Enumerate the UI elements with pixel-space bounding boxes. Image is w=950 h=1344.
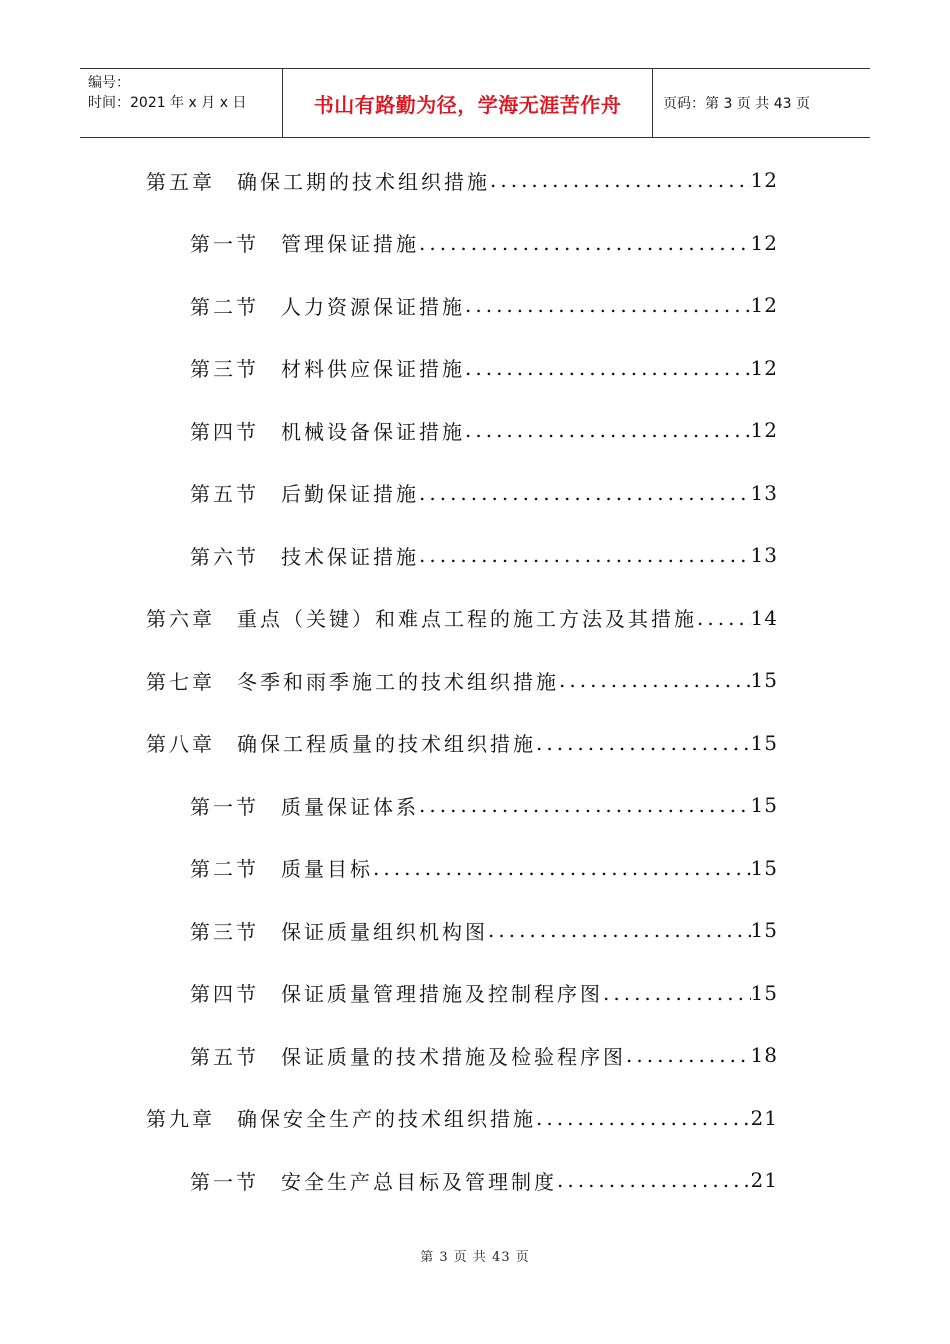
toc-entry-title: 冬季和雨季施工的技术组织措施: [237, 669, 559, 694]
toc-leader-dots: [465, 293, 751, 317]
toc-entry-section[interactable]: [190, 535, 778, 575]
toc-entry-label: 第五节: [190, 1044, 259, 1069]
toc-leader-dots: [626, 1043, 751, 1067]
toc-entry-title: 确保工期的技术组织措施: [237, 169, 490, 194]
header-slogan-cell: [283, 69, 653, 137]
toc-leader-dots: [536, 731, 751, 755]
toc-entry-section[interactable]: [190, 473, 778, 513]
toc-entry-section[interactable]: [190, 1160, 778, 1200]
toc-entry-page-number: 12: [750, 168, 778, 192]
toc-entry-label: 第一节: [190, 794, 259, 819]
toc-entry-label: 第七章: [146, 669, 215, 694]
header-page-code-cell: [653, 69, 870, 137]
toc-entry-title: 技术保证措施: [281, 544, 419, 569]
toc-entry-page-number: 21: [750, 1105, 778, 1130]
toc-leader-dots: [488, 918, 751, 942]
toc-entry-title: 保证质量管理措施及控制程序图: [281, 982, 603, 1006]
toc-entry-label: 第一节: [190, 232, 259, 256]
header-meta: [80, 69, 283, 137]
toc-entry-title: 人力资源保证措施: [281, 294, 465, 319]
toc-entry-page-number: 12: [750, 418, 778, 442]
toc-entry-chapter[interactable]: [146, 660, 778, 700]
toc-entry-page-number: 15: [750, 668, 778, 692]
page-header: [80, 68, 870, 138]
toc-leader-dots: [373, 856, 751, 880]
toc-leader-dots: [465, 418, 751, 442]
toc-entry-page-number: 12: [750, 355, 778, 380]
toc-entry-label: 第一节: [190, 1169, 259, 1194]
toc-entry-section[interactable]: [190, 910, 778, 950]
toc-entry-title: 安全生产总目标及管理制度: [281, 1169, 557, 1194]
toc-leader-dots: [419, 231, 751, 255]
toc-entry-label: 第二节: [190, 294, 259, 319]
toc-entry-chapter[interactable]: [146, 598, 778, 638]
toc-entry-label: 第五章: [146, 169, 215, 194]
toc-entry-section[interactable]: [190, 410, 778, 450]
toc-entry-section[interactable]: [190, 973, 778, 1013]
toc-entry-page-number: 15: [750, 793, 778, 817]
document-number-label: 编号：: [88, 75, 130, 91]
toc-entry-chapter[interactable]: [146, 723, 778, 763]
toc-entry-label: 第六节: [190, 544, 259, 569]
toc-entry-page-number: 15: [750, 980, 778, 1005]
toc-entry-label: 第九章: [146, 1107, 215, 1131]
toc-entry-page-number: 21: [750, 1168, 778, 1192]
toc-entry-section[interactable]: [190, 848, 778, 888]
toc-entry-label: 第三节: [190, 919, 259, 944]
toc-entry-title: 确保安全生产的技术组织措施: [237, 1107, 536, 1131]
toc-entry-page-number: 13: [750, 543, 778, 567]
toc-entry-label: 第六章: [146, 607, 215, 631]
toc-entry-label: 第五节: [190, 482, 259, 506]
toc-leader-dots: [536, 1106, 751, 1130]
header-page-code: 页码：第 3 页 共 43 页: [663, 96, 810, 112]
toc-entry-title: 机械设备保证措施: [281, 419, 465, 444]
toc-entry-title: 确保工程质量的技术组织措施: [237, 732, 536, 756]
toc-entry-page-number: 15: [750, 855, 778, 880]
toc-entry-label: 第八章: [146, 732, 215, 756]
toc-entry-section[interactable]: [190, 285, 778, 325]
toc-entry-title: 保证质量组织机构图: [281, 919, 488, 944]
toc-entry-page-number: 12: [750, 293, 778, 317]
toc-entry-section[interactable]: [190, 223, 778, 263]
toc-entry-chapter[interactable]: [146, 1098, 778, 1138]
toc-entry-title: 管理保证措施: [281, 232, 419, 256]
toc-leader-dots: [603, 981, 751, 1005]
toc-leader-dots: [490, 168, 751, 192]
toc-entry-page-number: 12: [750, 230, 778, 255]
toc-entry-page-number: 15: [750, 730, 778, 755]
toc-entry-label: 第二节: [190, 857, 259, 881]
toc-entry-section[interactable]: [190, 348, 778, 388]
toc-entry-page-number: 18: [750, 1043, 778, 1067]
toc-entry-title: 后勤保证措施: [281, 482, 419, 506]
toc-entry-title: 质量目标: [281, 857, 373, 881]
toc-entry-page-number: 13: [750, 480, 778, 505]
toc-leader-dots: [419, 481, 751, 505]
toc-entry-label: 第四节: [190, 419, 259, 444]
toc-entry-title: 材料供应保证措施: [281, 357, 465, 381]
toc-entry-title: 重点（关键）和难点工程的施工方法及其措施: [237, 607, 697, 631]
toc-entry-title: 质量保证体系: [281, 794, 419, 819]
header-slogan: 书山有路勤为径，学海无涯苦作舟: [313, 92, 622, 117]
toc-entry-label: 第四节: [190, 982, 259, 1006]
document-time-label: 时间：2021 年 x 月 x 日: [88, 95, 247, 111]
toc-leader-dots: [419, 543, 751, 567]
toc-entry-section[interactable]: [190, 1035, 778, 1075]
toc-leader-dots: [697, 606, 751, 630]
toc-leader-dots: [465, 356, 751, 380]
toc-leader-dots: [559, 668, 751, 692]
toc-entry-page-number: 14: [750, 605, 778, 630]
toc-entry-title: 保证质量的技术措施及检验程序图: [281, 1044, 626, 1069]
toc-leader-dots: [557, 1168, 751, 1192]
toc-leader-dots: [419, 793, 751, 817]
toc-entry-chapter[interactable]: [146, 160, 778, 200]
toc-entry-section[interactable]: [190, 785, 778, 825]
footer-page-number: 第 3 页 共 43 页: [420, 1250, 530, 1265]
page-footer: [0, 1246, 950, 1265]
toc-entry-label: 第三节: [190, 357, 259, 381]
toc-entry-page-number: 15: [750, 918, 778, 942]
